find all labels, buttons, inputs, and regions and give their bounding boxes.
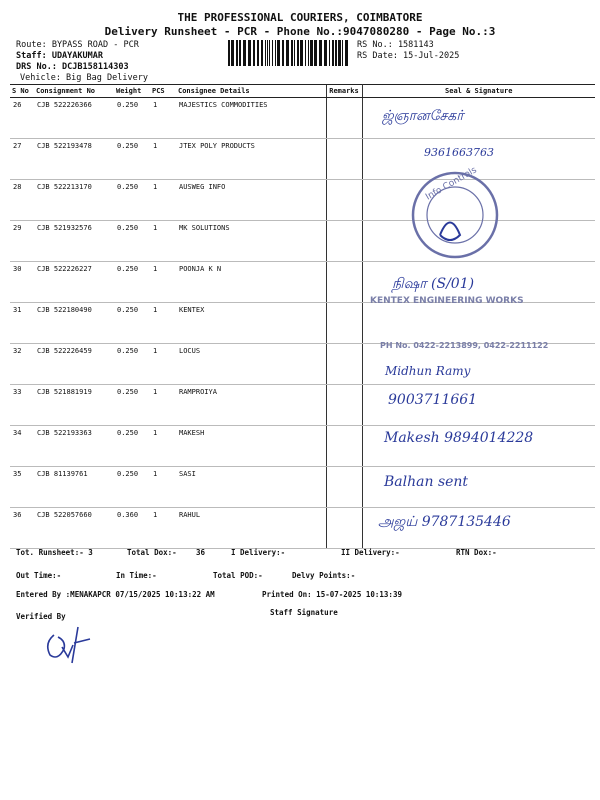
company-title: THE PROFESSIONAL COURIERS, COIMBATORE <box>177 11 423 24</box>
row-sno: 32 <box>10 344 34 385</box>
drs-label: DRS No.: DCJB158114303 <box>16 62 129 72</box>
row-pcs: 1 <box>150 467 176 508</box>
signature-33b: 9003711661 <box>388 392 478 408</box>
row-weight: 0.250 <box>114 139 150 180</box>
row-consignment-no: CJB 522193478 <box>34 139 114 180</box>
table-row <box>10 221 595 262</box>
row-weight: 0.360 <box>114 508 150 549</box>
rtn-dox: RTN Dox:- <box>456 548 497 557</box>
staff-signature: Staff Signature <box>270 608 338 617</box>
verifier-signature <box>40 625 100 665</box>
row-weight: 0.250 <box>114 344 150 385</box>
row-pcs: 1 <box>150 508 176 549</box>
row-consignment-no: CJB 522180490 <box>34 303 114 344</box>
table-row <box>10 303 595 344</box>
row-consignee: RAMPROIYA <box>176 385 326 426</box>
row-remarks <box>326 426 362 467</box>
row-pcs: 1 <box>150 344 176 385</box>
col-sno: S No <box>10 85 34 98</box>
row-consignee: MAJESTICS COMMODITIES <box>176 98 326 139</box>
row-remarks <box>326 139 362 180</box>
barcode-bar <box>261 40 263 66</box>
row-weight: 0.250 <box>114 303 150 344</box>
tot-runsheet: Tot. Runsheet:- 3 <box>16 548 93 557</box>
barcode-bar <box>239 40 241 66</box>
row-consignee: POONJA K N <box>176 262 326 303</box>
printed-on: Printed On: 15-07-2025 10:13:39 <box>262 590 402 599</box>
row-consignment-no: CJB 81139761 <box>34 467 114 508</box>
row-sno: 28 <box>10 180 34 221</box>
row-weight: 0.250 <box>114 385 150 426</box>
row-consignee: MAKESH <box>176 426 326 467</box>
barcode-bar <box>275 40 276 66</box>
route-label: Route: BYPASS ROAD - PCR <box>16 40 139 50</box>
row-weight: 0.250 <box>114 98 150 139</box>
row-consignment-no: CJB 521932576 <box>34 221 114 262</box>
row-weight: 0.250 <box>114 467 150 508</box>
table-row <box>10 385 595 426</box>
row-sno: 34 <box>10 426 34 467</box>
signature-30: நிஷா (S/01) <box>392 276 475 292</box>
row-sno: 26 <box>10 98 34 139</box>
row-signature <box>362 303 595 344</box>
row-pcs: 1 <box>150 385 176 426</box>
entered-by: Entered By :MENAKAPCR 07/15/2025 10:13:22 AM <box>16 590 215 599</box>
out-time: Out Time:- <box>16 571 62 580</box>
rs-number: RS No.: 1581143 <box>357 40 434 50</box>
row-sno: 27 <box>10 139 34 180</box>
barcode-bar <box>272 40 273 66</box>
barcode-bar <box>253 40 255 66</box>
row-remarks <box>326 508 362 549</box>
col-signature: Seal & Signature <box>362 85 595 98</box>
row-sno: 29 <box>10 221 34 262</box>
row-sno: 35 <box>10 467 34 508</box>
row-weight: 0.250 <box>114 221 150 262</box>
total-pod: Total POD:- <box>213 571 263 580</box>
row-consignment-no: CJB 522193363 <box>34 426 114 467</box>
signature-34: Makesh 9894014228 <box>384 430 534 446</box>
barcode-bar <box>332 40 334 66</box>
row-sno: 31 <box>10 303 34 344</box>
row-consignment-no: CJB 522226459 <box>34 344 114 385</box>
row-consignee: MK SOLUTIONS <box>176 221 326 262</box>
row-remarks <box>326 180 362 221</box>
row-remarks <box>326 303 362 344</box>
row-pcs: 1 <box>150 98 176 139</box>
barcode-bar <box>231 40 234 66</box>
row-consignment-no: CJB 522226366 <box>34 98 114 139</box>
signature-26: ஜ்ஞானசேகர் <box>382 108 464 124</box>
row-consignee: KENTEX <box>176 303 326 344</box>
barcode-bar <box>277 40 280 66</box>
table-header-row <box>10 85 595 98</box>
row-remarks <box>326 221 362 262</box>
row-sno: 33 <box>10 385 34 426</box>
table-row <box>10 98 595 139</box>
ii-delivery: II Delivery:- <box>341 548 400 557</box>
col-pcs: PCS <box>150 85 176 98</box>
in-time: In Time:- <box>116 571 157 580</box>
kentex-stamp-phone: PH No. 0422-2213899, 0422-2211122 <box>380 341 549 350</box>
kentex-stamp-name: KENTEX ENGINEERING WORKS <box>370 296 524 306</box>
row-remarks <box>326 344 362 385</box>
row-remarks <box>326 262 362 303</box>
barcode-bar <box>342 40 343 66</box>
row-pcs: 1 <box>150 262 176 303</box>
barcode-bar <box>291 40 293 66</box>
row-consignment-no: CJB 522213170 <box>34 180 114 221</box>
barcode-bar <box>228 40 230 66</box>
rs-date: RS Date: 15-Jul-2025 <box>357 51 460 61</box>
row-consignment-no: CJB 522226227 <box>34 262 114 303</box>
signature-36: அஜய் 9787135446 <box>378 514 511 530</box>
row-remarks <box>326 467 362 508</box>
row-weight: 0.250 <box>114 426 150 467</box>
verified-by: Verified By <box>16 612 66 621</box>
barcode-bar <box>265 40 266 66</box>
barcode-bar <box>267 40 268 66</box>
row-pcs: 1 <box>150 180 176 221</box>
delvy-points: Delvy Points:- <box>292 571 356 580</box>
vehicle-label: Vehicle: Big Bag Delivery <box>20 73 148 83</box>
barcode-bar <box>335 40 337 66</box>
total-dox-label: Total Dox:- <box>127 548 177 557</box>
barcode-bar <box>297 40 299 66</box>
table-row <box>10 467 595 508</box>
i-delivery: I Delivery:- <box>231 548 286 557</box>
row-consignee: SASI <box>176 467 326 508</box>
signature-27: 9361663763 <box>424 146 494 159</box>
barcode-bar <box>310 40 313 66</box>
barcode-bar <box>308 40 309 66</box>
staff-label: Staff: UDAYAKUMAR <box>16 51 103 61</box>
row-sno: 36 <box>10 508 34 549</box>
barcode-bar <box>300 40 303 66</box>
table-row <box>10 139 595 180</box>
row-pcs: 1 <box>150 139 176 180</box>
barcode-bar <box>269 40 270 66</box>
row-consignment-no: CJB 521881919 <box>34 385 114 426</box>
runsheet-subtitle: Delivery Runsheet - PCR - Phone No.:9047080280 - Page No.:3 <box>104 25 496 38</box>
col-consignee: Consignee Details <box>176 85 326 98</box>
row-pcs: 1 <box>150 426 176 467</box>
row-consignee: LOCUS <box>176 344 326 385</box>
row-pcs: 1 <box>150 303 176 344</box>
row-consignee: RAHUL <box>176 508 326 549</box>
row-pcs: 1 <box>150 221 176 262</box>
row-consignee: AUSWEG INFO <box>176 180 326 221</box>
row-consignee: JTEX POLY PRODUCTS <box>176 139 326 180</box>
signature-35: Balhan sent <box>384 474 469 490</box>
row-remarks <box>326 385 362 426</box>
row-remarks <box>326 98 362 139</box>
barcode-bar <box>319 40 322 66</box>
barcode-bar <box>243 40 246 66</box>
table-row <box>10 180 595 221</box>
barcode-bar <box>305 40 306 66</box>
barcode-bar <box>248 40 251 66</box>
row-weight: 0.250 <box>114 262 150 303</box>
barcode-bar <box>257 40 259 66</box>
barcode-bar <box>338 40 341 66</box>
signature-33a: Midhun Ramy <box>385 364 471 378</box>
col-consignment: Consignment No <box>34 85 114 98</box>
total-dox-value: 36 <box>196 548 206 557</box>
barcode-bar <box>324 40 327 66</box>
runsheet-table <box>10 84 595 549</box>
barcode-bar <box>282 40 284 66</box>
barcode-bar <box>314 40 317 66</box>
col-remarks: Remarks <box>326 85 362 98</box>
info-controls-seal <box>405 160 500 275</box>
seal-text: Info Controls <box>424 165 479 203</box>
col-weight: Weight <box>114 85 150 98</box>
barcode-bar <box>294 40 295 66</box>
row-sno: 30 <box>10 262 34 303</box>
barcode-bar <box>345 40 348 66</box>
row-weight: 0.250 <box>114 180 150 221</box>
barcode-image <box>228 40 348 66</box>
row-consignment-no: CJB 522057660 <box>34 508 114 549</box>
barcode-bar <box>329 40 330 66</box>
barcode-bar <box>286 40 289 66</box>
barcode-bar <box>236 40 238 66</box>
